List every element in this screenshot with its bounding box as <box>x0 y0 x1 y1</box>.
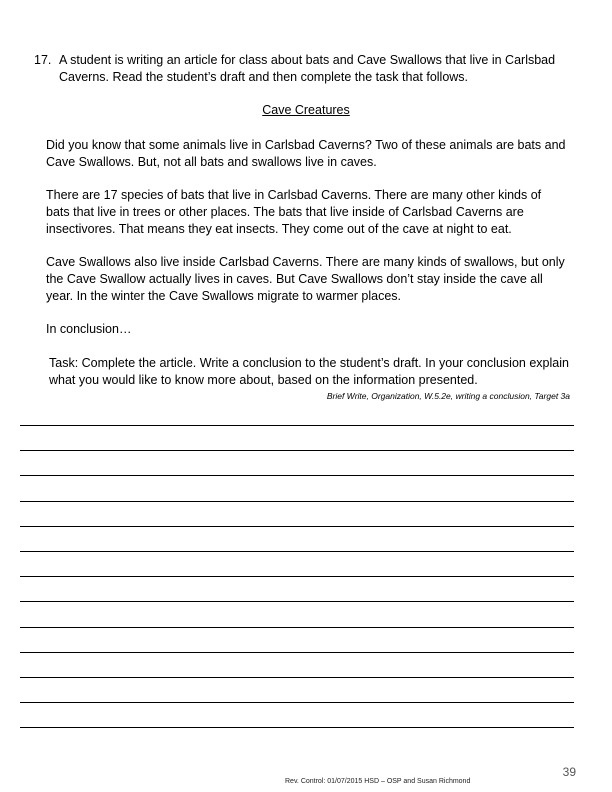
article-paragraph-bats: There are 17 species of bats that live in Carlsbad Caverns. There are many other kinds of bats that live in trees or other places. The bats that live inside of Carlsbad Caverns are insectivores. That means they eat insects. They come out of the cave at night to eat. <box>46 188 542 236</box>
answer-line[interactable] <box>20 425 574 426</box>
answer-line[interactable] <box>20 501 574 502</box>
answer-line[interactable] <box>20 551 574 552</box>
answer-line[interactable] <box>20 475 574 476</box>
article-paragraph-swallows: Cave Swallows also live inside Carlsbad Caverns. There are many kinds of swallows, but only the Cave Swallow actually lives in caves. But Cave Swallows don’t stay inside the cave all year. In the winter the Cave Swallows migrate to warmer places. <box>46 255 565 303</box>
answer-line[interactable] <box>20 652 574 653</box>
answer-line[interactable] <box>20 702 574 703</box>
answer-line[interactable] <box>20 526 574 527</box>
standard-reference: Brief Write, Organization, W.5.2e, writing a conclusion, Target 3a <box>326 391 570 401</box>
question-number: 17. <box>34 53 52 67</box>
answer-line[interactable] <box>20 601 574 602</box>
page-number: 39 <box>562 765 576 779</box>
task-instructions: Task: Complete the article. Write a conclusion to the student’s draft. In your conclusion explain what you would like to know more about, based on the information presented. <box>49 356 569 387</box>
question-prompt: A student is writing an article for class about bats and Cave Swallows that live in Carlsbad Caverns. Read the student’s draft and then complete the task that follows. <box>59 53 556 84</box>
answer-line[interactable] <box>20 450 574 451</box>
answer-line[interactable] <box>20 627 574 628</box>
article-title: Cave Creatures <box>262 103 350 117</box>
article-paragraph-conclusion-start: In conclusion… <box>46 322 132 336</box>
answer-line[interactable] <box>20 576 574 577</box>
question-17 <box>34 52 574 86</box>
answer-line[interactable] <box>20 677 574 678</box>
article-paragraph-intro: Did you know that some animals live in Carlsbad Caverns? Two of these animals are bats and Cave Swallows. But, not all bats and swallows live in caves. <box>46 138 566 169</box>
answer-line[interactable] <box>20 727 574 728</box>
answer-writing-area[interactable] <box>20 425 574 730</box>
revision-footer: Rev. Control: 01/07/2015 HSD – OSP and Susan Richmond <box>285 778 471 785</box>
